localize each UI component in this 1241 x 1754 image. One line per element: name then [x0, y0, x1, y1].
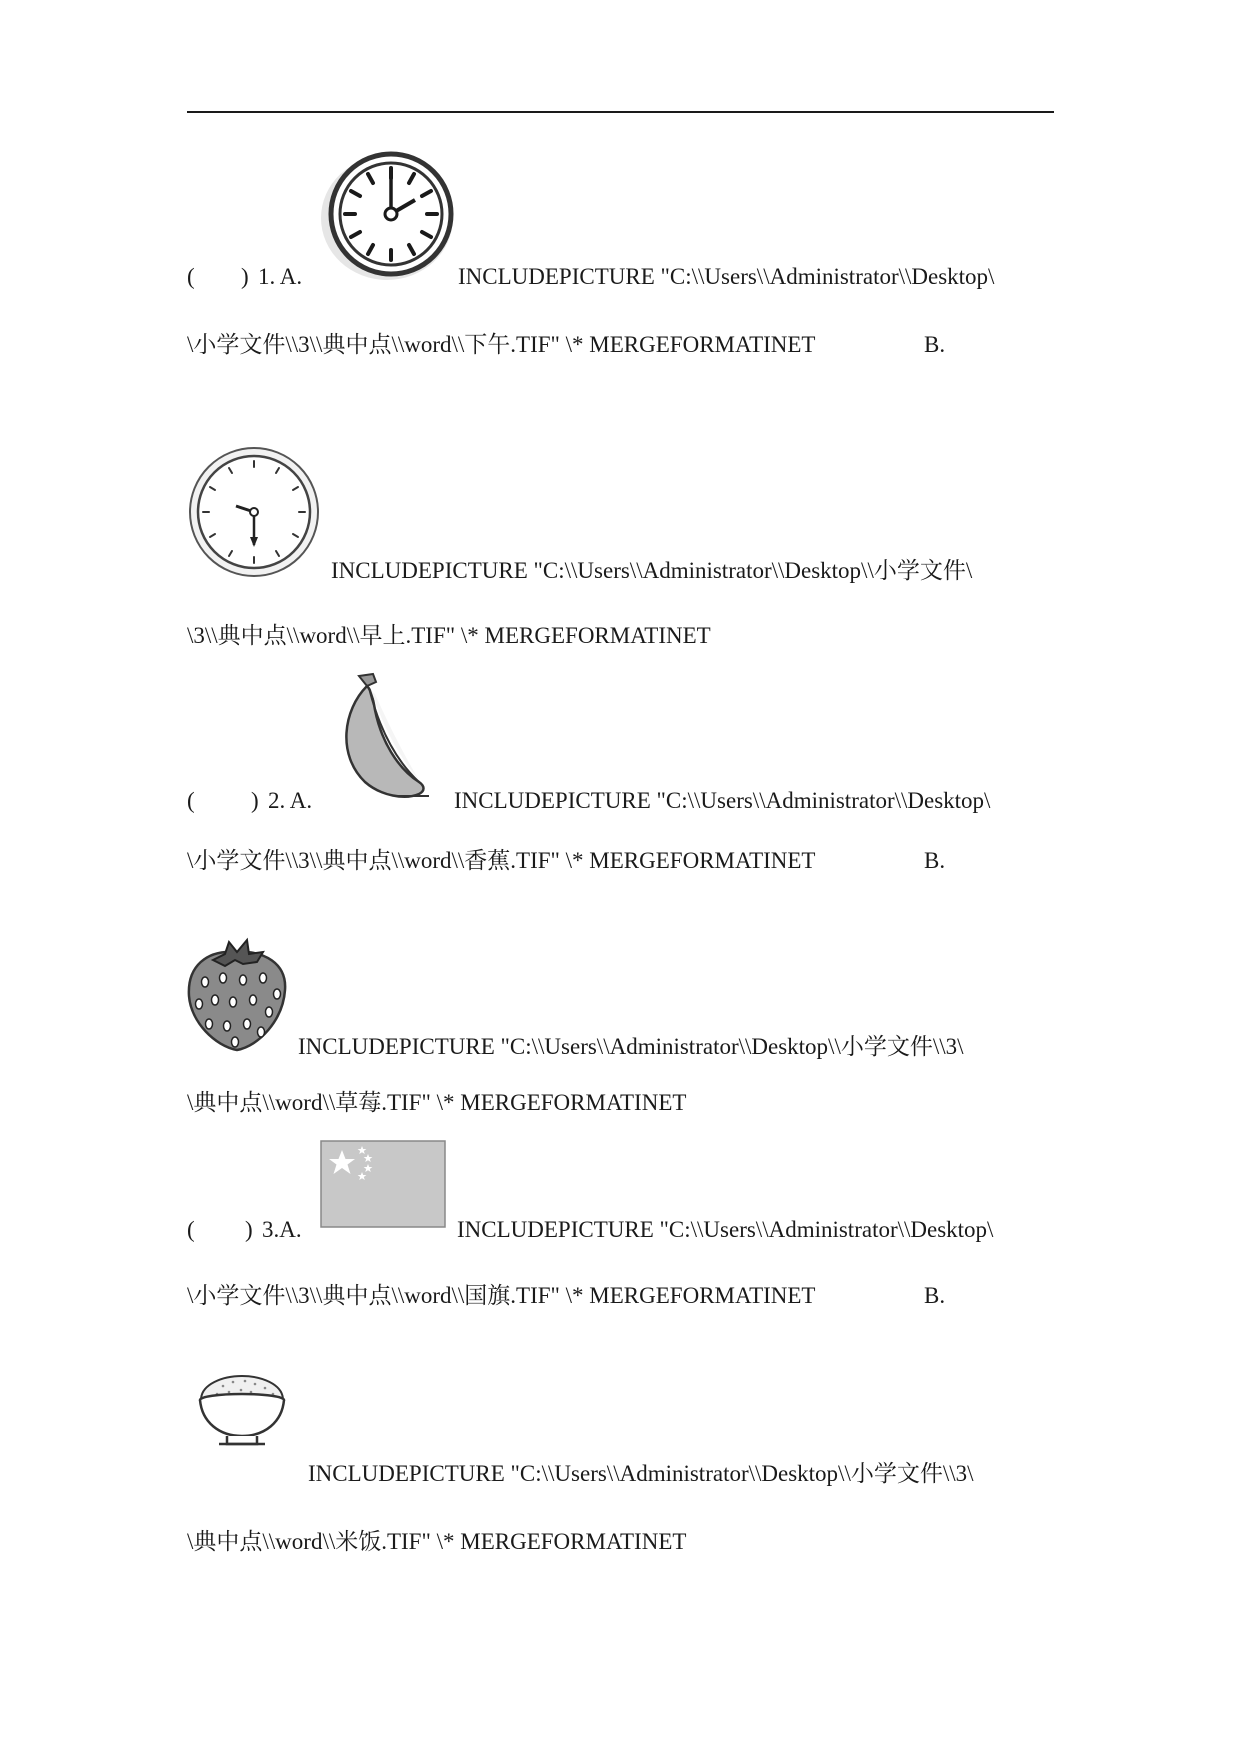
clock-half-past-nine-icon [187, 445, 321, 579]
q1-close-paren: ) [241, 264, 249, 289]
q1-number-label: 1. A. [258, 264, 303, 289]
picture-captions [0, 0, 1, 1]
q1-option-b-label: B. [924, 332, 946, 357]
q3-close-paren: ) [245, 1217, 253, 1242]
q2-a-field-line2: \小学文件\\3\\典中点\\word\\香蕉.TIF" \* MERGEFORMATINET [187, 848, 816, 873]
q3-b-field-line1: INCLUDEPICTURE "C:\\Users\\Administrator\\Desktop\\小学文件\\3\ [308, 1461, 974, 1486]
rice-bowl-icon [193, 1370, 291, 1456]
q2-option-b-label: B. [924, 848, 946, 873]
banana-icon [337, 670, 437, 805]
q2-b-field-line2: \典中点\\word\\草莓.TIF" \* MERGEFORMATINET [187, 1090, 687, 1115]
q3-open-paren: ( [187, 1217, 195, 1242]
q1-a-field-line2: \小学文件\\3\\典中点\\word\\下午.TIF" \* MERGEFORMATINET [187, 332, 816, 357]
q1-a-image-caption [0, 0, 1, 1]
clock-two-oclock-icon [317, 150, 457, 282]
strawberry-icon [185, 934, 289, 1054]
q2-number-label: 2. A. [268, 788, 313, 813]
q3-b-field-line2: \典中点\\word\\米饭.TIF" \* MERGEFORMATINET [187, 1529, 687, 1554]
q3-option-b-label: B. [924, 1283, 946, 1308]
q1-open-paren: ( [187, 264, 195, 289]
q2-a-field-line1: INCLUDEPICTURE "C:\\Users\\Administrator\\Desktop\ [454, 788, 991, 813]
q3-a-field-line2: \小学文件\\3\\典中点\\word\\国旗.TIF" \* MERGEFORMATINET [187, 1283, 816, 1308]
q1-a-field-line1: INCLUDEPICTURE "C:\\Users\\Administrator\\Desktop\ [458, 264, 995, 289]
q3-number-label: 3.A. [262, 1217, 302, 1242]
q3-a-field-line1: INCLUDEPICTURE "C:\\Users\\Administrator\\Desktop\ [457, 1217, 994, 1242]
chinese-flag-icon [320, 1140, 446, 1228]
q1-b-field-line1: INCLUDEPICTURE "C:\\Users\\Administrator\\Desktop\\小学文件\ [331, 558, 973, 583]
q2-b-field-line1: INCLUDEPICTURE "C:\\Users\\Administrator\\Desktop\\小学文件\\3\ [298, 1034, 964, 1059]
header-rule [187, 111, 1054, 113]
q2-open-paren: ( [187, 788, 195, 813]
q1-b-field-line2: \3\\典中点\\word\\早上.TIF" \* MERGEFORMATINET [187, 623, 711, 648]
q2-close-paren: ) [251, 788, 259, 813]
